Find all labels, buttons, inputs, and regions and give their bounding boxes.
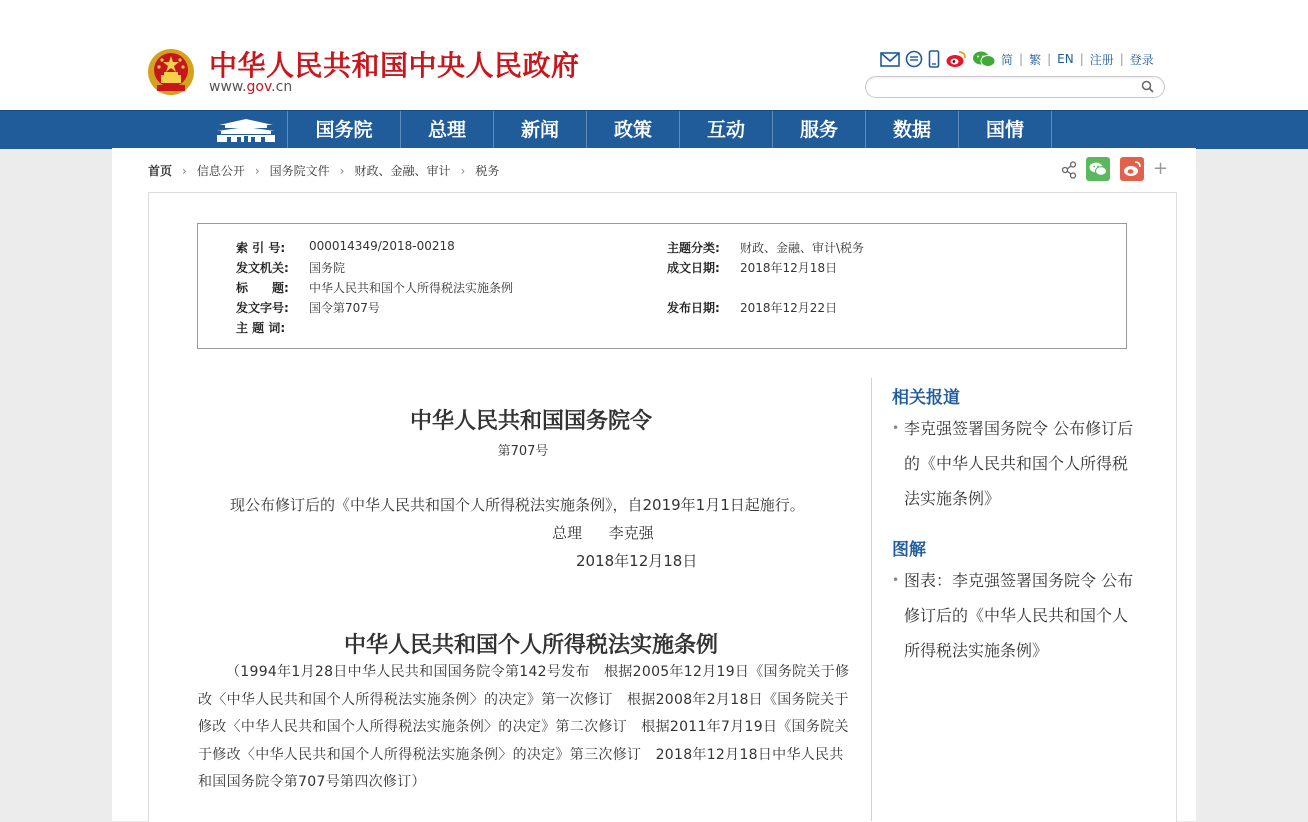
domain-suffix: .cn [271,79,293,95]
topic-value: 财政、金融、审计\税务 [740,241,865,255]
issuer-label: 发文机关: [236,261,289,275]
register-link[interactable]: 注册 [1089,52,1114,67]
chevron-right-icon: › [182,164,187,178]
national-emblem-icon[interactable] [147,47,195,97]
nav-item-data[interactable]: 数据 [866,111,959,149]
order-number: 第707号 [497,444,549,459]
order-title: 中华人民共和国国务院令 [409,409,652,434]
link-separator: | [1119,52,1124,66]
domain-gov: gov [246,79,272,95]
login-link[interactable]: 登录 [1129,52,1154,67]
breadcrumb-state-council-docs[interactable]: 国务院文件 [269,164,330,178]
doc-number-value: 国令第707号 [309,301,380,315]
breadcrumb-info-disclosure[interactable]: 信息公开 [196,164,245,178]
nav-item-news[interactable]: 新闻 [494,111,587,149]
message-icon[interactable] [905,50,923,68]
signature: 总理 李克强 [552,524,654,542]
document-metadata [197,223,1127,349]
wechat-share-button[interactable] [1086,157,1110,181]
nav-item-national-info[interactable]: 国情 [959,111,1052,149]
link-separator: | [1079,52,1084,66]
bullet-icon: • [892,573,900,587]
breadcrumb-finance[interactable]: 财政、金融、审计 [354,164,451,178]
written-date-label: 成文日期: [667,261,720,275]
nav-item-interaction[interactable]: 互动 [680,111,773,149]
related-report-text: 李克强签署国务院令 公布修订后的《中华人民共和国个人所得税法实施条例》 [904,419,1134,508]
main-navigation [0,110,1308,149]
breadcrumb-home[interactable]: 首页 [148,164,173,178]
search-input[interactable] [876,78,1140,98]
lang-english-link[interactable]: EN [1057,52,1074,66]
doc-number-label: 发文字号: [236,301,289,315]
graphic-text: 图表：李克强签署国务院令 公布修订后的《中华人民共和国个人所得税法实施条例》 [904,571,1134,660]
sign-date: 2018年12月18日 [576,552,698,570]
link-separator: | [1047,52,1052,66]
breadcrumb [148,162,499,179]
weibo-icon [1120,157,1144,181]
published-date-label: 发布日期: [667,301,720,315]
related-reports-heading: 相关报道 [892,388,960,408]
topic-label: 主题分类: [667,241,720,255]
weibo-share-button[interactable] [1120,157,1144,181]
search-box [865,76,1165,98]
tiananmen-icon [215,116,277,144]
index-value: 000014349/2018-00218 [309,239,455,253]
index-label: 索 引 号: [236,241,286,255]
link-separator: | [1019,52,1024,66]
regulation-title: 中华人民共和国个人所得税法实施条例 [343,633,718,658]
site-domain[interactable] [209,79,292,95]
graphic-link[interactable] [892,563,1134,668]
site-title[interactable]: 中华人民共和国中央人民政府 [209,49,580,82]
share-icon[interactable] [1061,161,1077,179]
chevron-right-icon: › [460,164,466,178]
nav-item-premier[interactable]: 总理 [401,111,494,149]
title-label: 标 题: [236,281,289,295]
graphics-heading: 图解 [892,540,926,560]
wechat-icon [1086,157,1110,181]
related-report-link[interactable] [892,411,1134,516]
weibo-icon[interactable] [945,50,967,68]
nav-item-services[interactable]: 服务 [773,111,866,149]
domain-prefix: www. [209,79,247,95]
written-date-value: 2018年12月18日 [740,261,838,275]
wechat-icon[interactable] [972,50,996,68]
nav-item-state-council[interactable]: 国务院 [288,111,401,149]
column-divider [871,378,872,821]
nav-home[interactable] [205,111,288,149]
order-paragraph: 现公布修订后的《中华人民共和国个人所得税法实施条例》，自2019年1月1日起施行。 [230,496,805,514]
chevron-right-icon: › [339,164,345,178]
bullet-icon: • [892,421,900,435]
keywords-label: 主 题 词: [236,321,286,335]
chevron-right-icon: › [254,164,260,178]
search-icon[interactable] [1141,80,1154,93]
title-value: 中华人民共和国个人所得税法实施条例 [309,281,514,295]
breadcrumb-taxation[interactable]: 税务 [475,164,500,178]
nav-item-policy[interactable]: 政策 [587,111,680,149]
revision-history: （1994年1月28日中华人民共和国国务院令第142号发布 根据2005年12月19日《国务院关于修改〈中华人民共和国个人所得税法实施条例〉的决定》第一次修订 根据2008年2月18日《国务院关于修改〈中华人民共和国个人所得税法实施条例〉的决定》第二次修订 根据2011年7月19日《国务院关于修改〈中华人民共和国个人所得税法实施条例〉的决定》第三次修订 2018年12月18日中华人民共和国国务院令第707号第四次修订） [198,664,850,790]
lang-traditional-link[interactable]: 繁 [1029,52,1042,67]
mobile-icon[interactable] [928,50,940,68]
more-share-icon[interactable]: + [1153,158,1169,179]
top-links [880,48,1154,70]
published-date-value: 2018年12月22日 [740,301,838,315]
site-header [0,0,1308,110]
issuer-value: 国务院 [309,261,346,275]
mail-icon[interactable] [880,52,900,67]
lang-simplified-link[interactable]: 简 [1001,52,1014,67]
